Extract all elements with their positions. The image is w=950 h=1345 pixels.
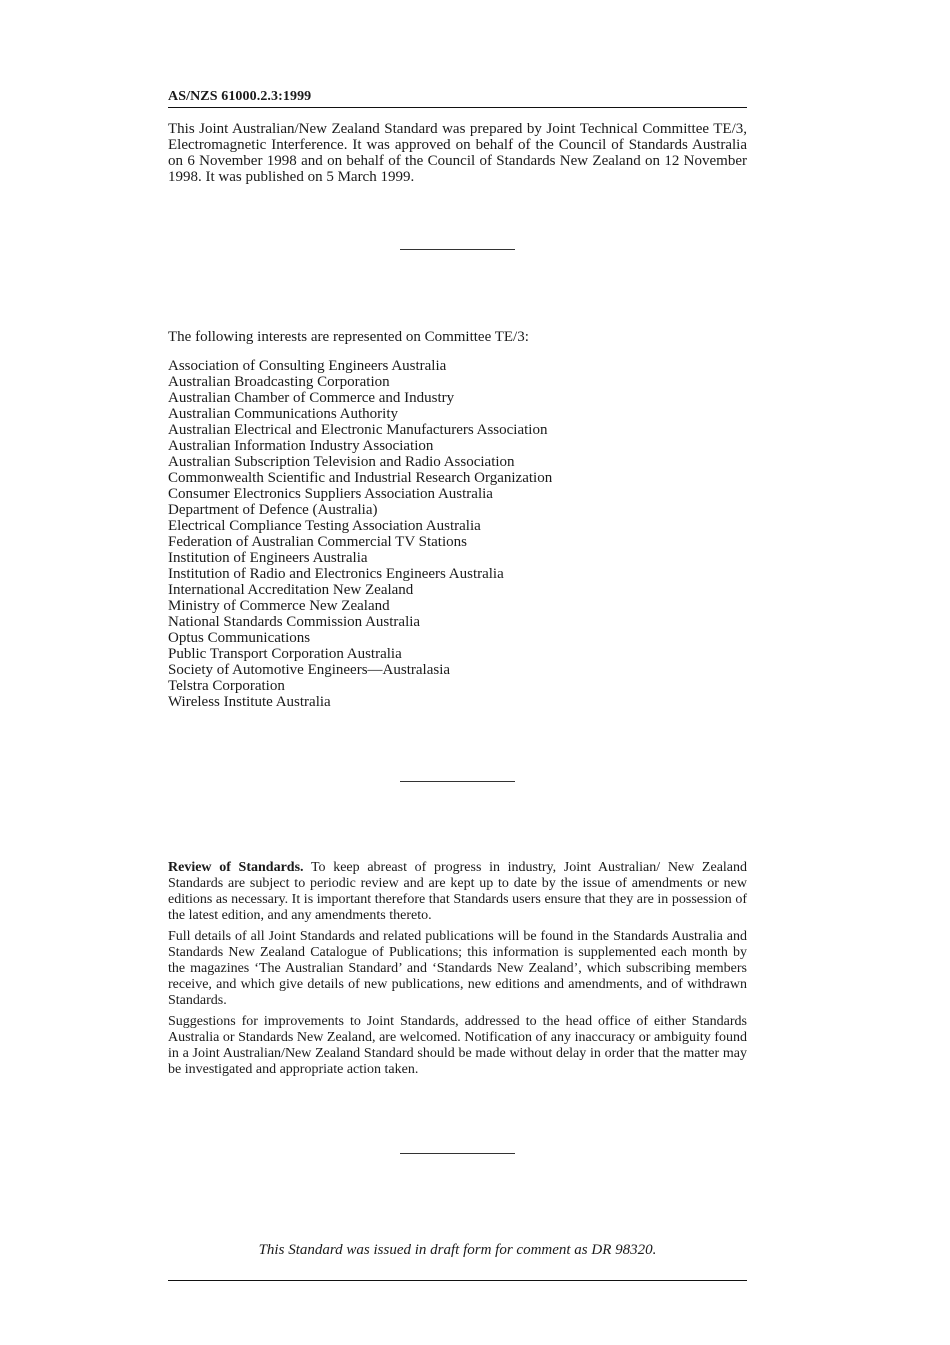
section-divider (400, 781, 515, 782)
list-item: Australian Information Industry Association (168, 438, 434, 454)
list-item: Consumer Electronics Suppliers Association Australia (168, 486, 493, 502)
committee-intro: The following interests are represented on Committee TE/3: (168, 329, 529, 345)
review-of-standards-section (168, 860, 747, 1083)
list-item: Society of Automotive Engineers—Australasia (168, 662, 451, 678)
list-item: Electrical Compliance Testing Association Australia (168, 518, 481, 534)
suggestions-paragraph: Suggestions for improvements to Joint Standards, addressed to the head office of either Standards Australia or Standards New Zealand, are welcomed. Notification of any inaccuracy or ambiguity found in a Joint Australian/New Zealand Standard should be made without delay in order that the matter may be investigated and appropriate action taken. (168, 1014, 747, 1077)
list-item: Commonwealth Scientific and Industrial Research Organization (168, 470, 553, 486)
section-divider (400, 1153, 515, 1154)
list-item: Association of Consulting Engineers Australia (168, 358, 447, 374)
list-item: Federation of Australian Commercial TV Stations (168, 534, 467, 550)
committee-member-list (168, 358, 552, 710)
list-item: Telstra Corporation (168, 678, 285, 694)
list-item: Australian Broadcasting Corporation (168, 374, 390, 390)
review-paragraph (168, 860, 747, 924)
list-item: Australian Communications Authority (168, 406, 398, 422)
document-id: AS/NZS 61000.2.3:1999 (168, 89, 312, 104)
list-item: Public Transport Corporation Australia (168, 646, 402, 662)
list-item: Institution of Engineers Australia (168, 550, 368, 566)
review-heading: Review of Standards. (168, 860, 304, 875)
list-item: Institution of Radio and Electronics Engineers Australia (168, 566, 504, 582)
list-item: Australian Chamber of Commerce and Industry (168, 390, 455, 406)
footer-rule (168, 1280, 747, 1281)
review-paragraph-body: To keep abreast of progress in industry, Joint Australian/ New Zealand Standards are subject to periodic review and are kept up to date by the issue of amendments or new editions as necessary. It is important therefore that Standards users ensure that they are in possession of the latest edition, and any amendments thereto. (168, 860, 748, 923)
list-item: Australian Electrical and Electronic Manufacturers Association (168, 422, 548, 438)
list-item: Department of Defence (Australia) (168, 502, 378, 518)
preparation-statement: This Joint Australian/New Zealand Standard was prepared by Joint Technical Committee TE/3, Electromagnetic Interference. It was approved on behalf of the Council of Standards Australia on 6 November 1998 and on behalf of the Council of Standards New Zealand on 12 November 1998. It was published on 5 March 1999. (168, 121, 747, 185)
list-item: Optus Communications (168, 630, 311, 646)
list-item: International Accreditation New Zealand (168, 582, 414, 598)
catalogue-paragraph: Full details of all Joint Standards and related publications will be found in the Standards Australia and Standards New Zealand Catalogue of Publications; this information is supplemented each month by the magazines ‘The Australian Standard’ and ‘Standards New Zealand’, which subscribing members receive, and which give details of new publications, new editions and amendments, and of withdrawn Standards. (168, 929, 747, 1008)
list-item: Ministry of Commerce New Zealand (168, 598, 390, 614)
list-item: Australian Subscription Television and Radio Association (168, 454, 515, 470)
section-divider (400, 249, 515, 250)
list-item: Wireless Institute Australia (168, 694, 331, 710)
header-rule (168, 107, 747, 108)
list-item: National Standards Commission Australia (168, 614, 421, 630)
draft-note: This Standard was issued in draft form for comment as DR 98320. (258, 1242, 657, 1258)
